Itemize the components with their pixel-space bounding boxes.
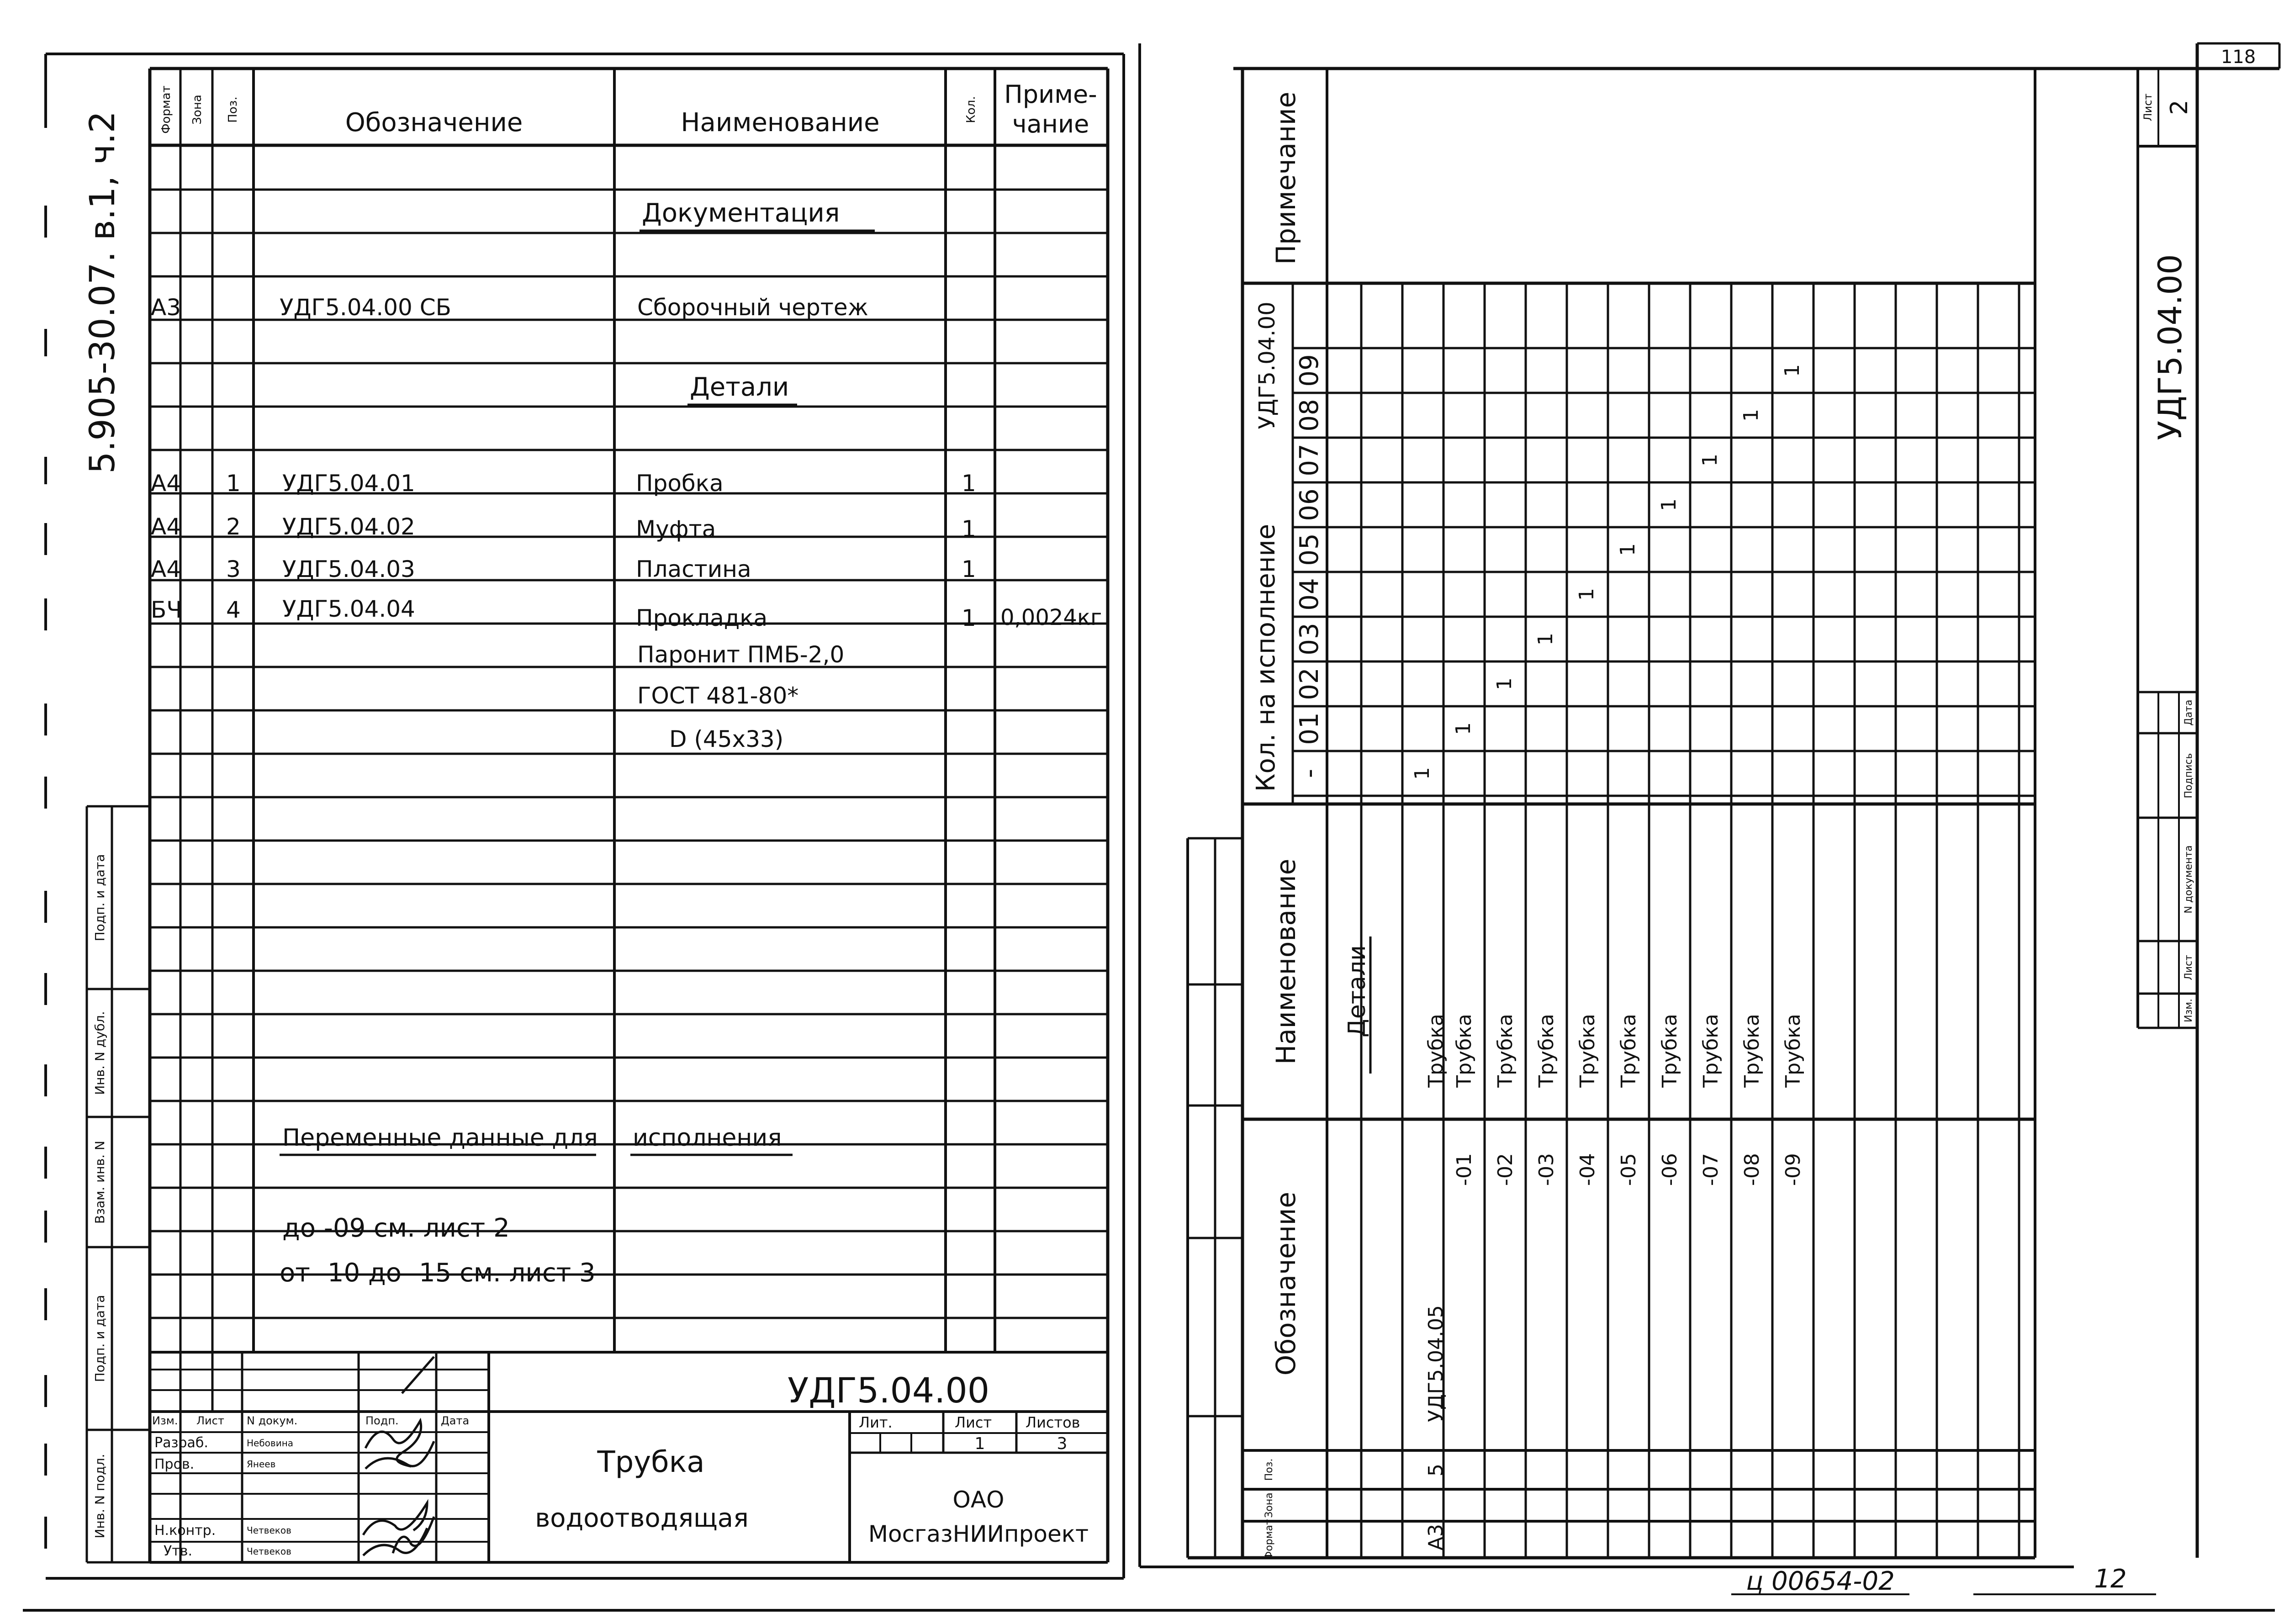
s2-header-pos: Поз. [1264, 1458, 1275, 1481]
tb-role-approver: Утв. [164, 1543, 192, 1559]
sheet2-row [1453, 1014, 1476, 1186]
strip-label-sign-date: Подп. и дата [92, 854, 107, 942]
binding-strip [46, 54, 150, 1562]
row-name: Трубка [1658, 1014, 1681, 1088]
s2-main-designation: УДГ5.04.05 [1424, 1305, 1448, 1422]
row-name: Трубка [1617, 1014, 1640, 1088]
material-line-3: D (45x33) [669, 726, 784, 752]
header-note-1: Приме- [1004, 80, 1097, 109]
tb-org-1: ОАО [952, 1486, 1005, 1513]
row-name: Трубка [1782, 1014, 1805, 1088]
part-name: Муфта [636, 516, 716, 542]
variant-suffix: -03 [1535, 1153, 1558, 1186]
tb-title-2: водоотводящая [535, 1503, 749, 1533]
sheet2-row [1494, 1014, 1517, 1186]
part-note: 0,0024кг [1000, 605, 1102, 630]
part-row-4 [151, 596, 1102, 631]
tb-name-approver: Четвеков [247, 1546, 291, 1557]
left-sheet [46, 54, 1124, 1578]
variant-suffix: -08 [1740, 1153, 1764, 1186]
s2-header-designation: Обозначение [1270, 1191, 1301, 1376]
tb-org-2: МосгазНИИпроект [868, 1521, 1089, 1547]
footer-code: ц 00654-02 [1746, 1566, 1895, 1596]
strip-label-dup-inv: Инв. N дубл. [92, 1011, 107, 1095]
ref-sheet-2: до -09 см. лист 2 [282, 1213, 510, 1243]
part-pos: 4 [226, 597, 241, 623]
part-row-3 [151, 556, 976, 582]
sheet2-row [1617, 1014, 1640, 1186]
variant-label: 06 [1295, 488, 1324, 521]
s2-stamp-izm: Изм. [2183, 999, 2194, 1022]
tb-code: УДГ5.04.00 [787, 1370, 990, 1411]
s2-stamp-list: Лист [2183, 955, 2194, 980]
s2-section: Детали [1343, 945, 1371, 1037]
album-code: 5.905-30.07. в.1, ч.2 [82, 111, 122, 474]
header-zone: Зона [190, 95, 204, 125]
doc-designation: УДГ5.04.00 СБ [280, 294, 451, 321]
s2-main-pos: 5 [1424, 1464, 1448, 1476]
row-name: Трубка [1494, 1014, 1517, 1088]
qty-mark: 1 [1452, 722, 1475, 735]
page-number: 118 [2221, 47, 2256, 68]
material-line-2: ГОСТ 481-80* [637, 682, 799, 709]
variant-label: 04 [1295, 578, 1324, 611]
variant-suffix: -02 [1494, 1153, 1517, 1186]
s2-stamp-ndoc: N документа [2183, 845, 2194, 914]
row-name: Трубка [1699, 1014, 1723, 1088]
strip-label-sign-date-2: Подп. и дата [92, 1295, 107, 1382]
tb-col-sign: Подп. [365, 1414, 399, 1427]
qty-mark: 1 [1781, 364, 1804, 377]
s2-header-zone: Зона [1264, 1492, 1275, 1518]
s2-main-format: А3 [1424, 1523, 1448, 1551]
s2-base-code: УДГ5.04.00 [1254, 302, 1280, 429]
spec-body [151, 198, 1102, 1288]
part-format: БЧ [151, 597, 182, 623]
variant-label: 08 [1295, 399, 1324, 432]
tb-col-date: Дата [441, 1414, 470, 1427]
variant-suffix: -05 [1617, 1153, 1640, 1186]
header-designation: Обозначение [345, 108, 523, 138]
part-pos: 2 [226, 513, 241, 540]
variant-label: 05 [1295, 533, 1324, 566]
header-note-2: чание [1012, 110, 1089, 138]
part-qty: 1 [962, 516, 976, 542]
tb-name-checker: Янеев [247, 1459, 276, 1470]
qty-mark: 1 [1493, 677, 1516, 690]
tb-col-izm: Изм. [152, 1414, 178, 1427]
sheet2-variant-header [1293, 348, 2035, 796]
sheet2-row [1535, 1014, 1558, 1186]
qty-mark: 1 [1616, 543, 1639, 556]
s2-qty-header: Кол. на исполнение [1251, 524, 1281, 792]
variable-data-2: исполнения [633, 1124, 782, 1152]
part-name: Пробка [636, 470, 724, 497]
variant-suffix: -01 [1453, 1153, 1476, 1186]
part-format: А4 [151, 556, 181, 582]
tb-name-developer: Небовина [247, 1438, 294, 1449]
part-name: Пластина [636, 556, 751, 582]
s2-stamp-date: Дата [2183, 699, 2194, 726]
variant-label: 01 [1295, 712, 1324, 745]
s2-stamp-sign: Подпись [2183, 753, 2194, 799]
part-pos: 1 [226, 470, 241, 497]
sheet2-row [1658, 1014, 1681, 1186]
doc-name: Сборочный чертеж [637, 294, 868, 321]
s2-sheet-no: 2 [2166, 100, 2193, 115]
row-name: Трубка [1453, 1014, 1476, 1088]
sheet2-row [1576, 1014, 1599, 1186]
variant-suffix: -06 [1658, 1153, 1681, 1186]
tb-col-ndoc: N докум. [247, 1414, 298, 1427]
header-pos: Поз. [226, 96, 240, 123]
part-format: А4 [151, 513, 181, 540]
part-name: Прокладка [636, 605, 768, 631]
tb-role-normcontrol: Н.контр. [154, 1523, 216, 1539]
footer-num: 12 [2094, 1564, 2127, 1594]
tb-sheets-label: Листов [1026, 1414, 1080, 1431]
qty-mark: 1 [1575, 588, 1598, 601]
variable-data-1: Переменные данные для [282, 1124, 598, 1152]
variant-label: 09 [1295, 354, 1324, 387]
material-line-1: Паронит ПМБ-2,0 [637, 641, 845, 668]
tb-name-normcontrol: Четвеков [247, 1525, 291, 1536]
part-designation: УДГ5.04.01 [282, 470, 415, 497]
s2-header-note: Примечание [1270, 91, 1301, 265]
tb-role-developer: Разраб. [154, 1435, 208, 1451]
tb-sheet: 1 [974, 1434, 985, 1453]
tb-sheet-label: Лист [955, 1414, 992, 1431]
part-designation: УДГ5.04.02 [282, 513, 415, 540]
part-row-2 [151, 513, 976, 542]
part-pos: 3 [226, 556, 241, 582]
variant-label: 07 [1295, 444, 1324, 476]
section-docs: Документация [642, 198, 840, 228]
s2-header-name: Наименование [1270, 858, 1301, 1065]
variant-label: - [1295, 768, 1324, 778]
sheet2-title-strip [2138, 69, 2197, 1028]
spec-grid [150, 69, 1108, 1562]
variant-suffix: -07 [1699, 1153, 1723, 1186]
row-name: Трубка [1740, 1014, 1764, 1088]
signature-marks [363, 1357, 434, 1555]
s2-header-format: Формат [1264, 1519, 1275, 1560]
sheet2-table [1188, 69, 2035, 1560]
qty-mark: 1 [1698, 454, 1722, 466]
part-qty: 1 [962, 470, 976, 497]
qty-mark: 1 [1657, 498, 1681, 511]
qty-mark: 1 [1411, 767, 1434, 780]
spec-header [159, 80, 1097, 138]
tb-sheets: 3 [1057, 1434, 1068, 1453]
variant-suffix: -09 [1782, 1153, 1805, 1186]
sheet2-row [1782, 1014, 1805, 1186]
sheet2-row [1699, 1014, 1723, 1186]
strip-label-orig-inv: Инв. N подл. [92, 1454, 107, 1539]
title-block [150, 1352, 1108, 1562]
variant-label: 02 [1295, 667, 1324, 700]
doc-format: А3 [151, 294, 181, 321]
sheet2-row [1740, 1014, 1764, 1186]
part-designation: УДГ5.04.04 [282, 596, 415, 622]
tb-title-1: Трубка [597, 1445, 705, 1479]
qty-mark: 1 [1739, 409, 1763, 422]
header-format: Формат [159, 85, 173, 134]
variant-suffix: -04 [1576, 1153, 1599, 1186]
qty-mark: 1 [1534, 633, 1557, 645]
section-parts: Детали [690, 372, 789, 402]
s2-sheet-label: Лист [2141, 93, 2154, 122]
part-qty: 1 [962, 556, 976, 582]
header-qty: Кол. [964, 96, 978, 123]
row-name: Трубка [1576, 1014, 1599, 1088]
s2-main-name: Трубка [1424, 1014, 1448, 1088]
header-name: Наименование [681, 108, 880, 138]
tb-role-checker: Пров. [154, 1456, 195, 1472]
ref-sheet-3: от -10 до -15 см. лист 3 [280, 1258, 596, 1288]
row-name: Трубка [1535, 1014, 1558, 1088]
part-qty: 1 [962, 605, 976, 631]
strip-label-repl-inv: Взам. инв. N [92, 1141, 107, 1224]
tb-lit-label: Лит. [859, 1414, 893, 1431]
part-designation: УДГ5.04.03 [282, 556, 415, 582]
right-sheet [1140, 43, 2279, 1596]
part-format: А4 [151, 470, 181, 497]
tb-col-list: Лист [196, 1414, 224, 1427]
s2-title-code: УДГ5.04.00 [2152, 254, 2189, 440]
variant-label: 03 [1295, 623, 1324, 656]
